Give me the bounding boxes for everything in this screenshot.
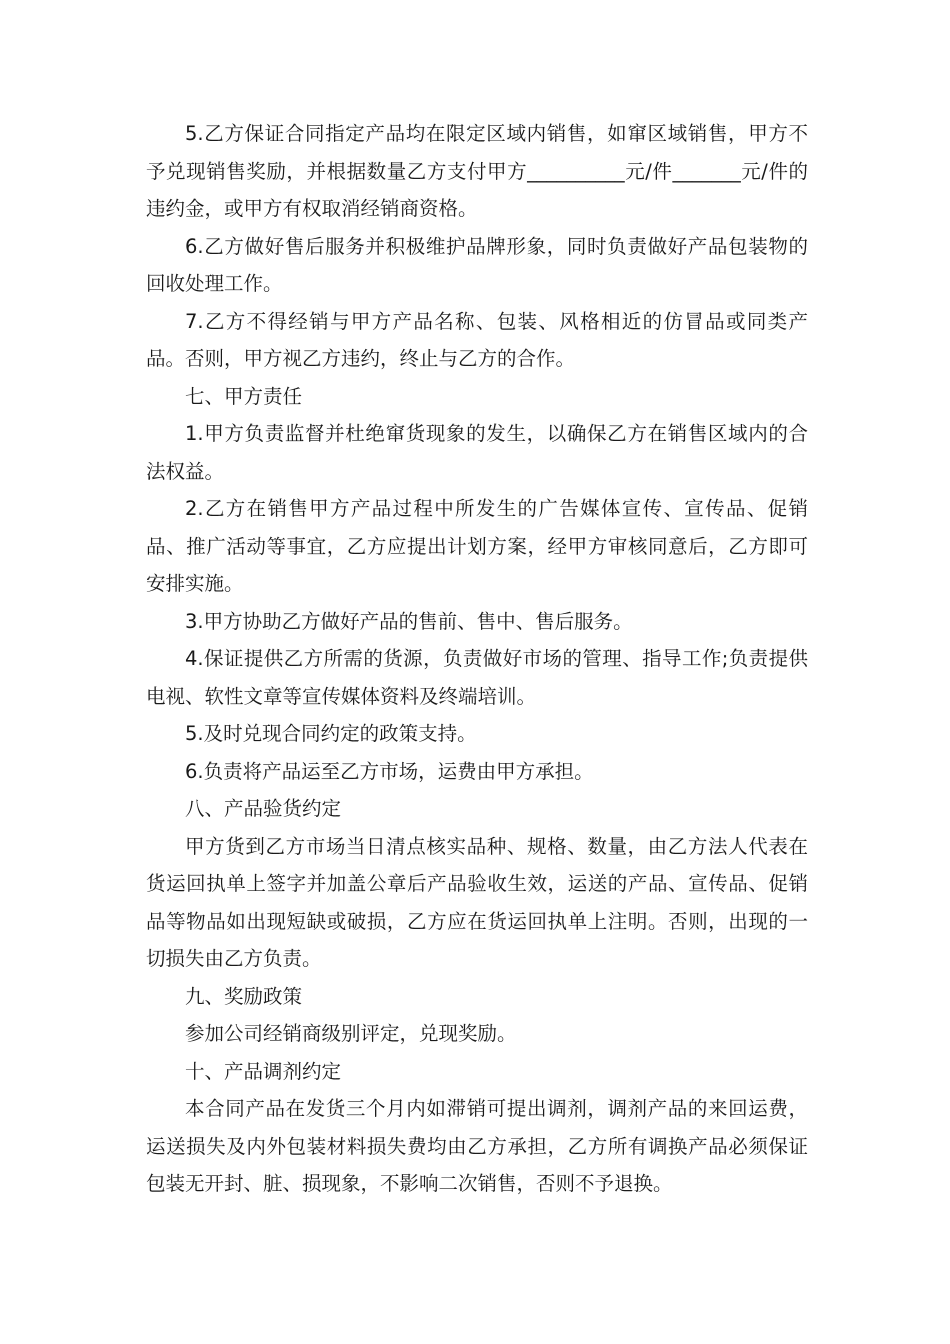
section-9-heading: 九、奖励政策 — [185, 984, 303, 1008]
clause-7-2: 2.乙方在销售甲方产品过程中所发生的广告媒体宣传、宣传品、促销品、推广活动等事宜，乙方应提出计划方案，经甲方审核同意后，乙方即可安排实施。 — [146, 497, 808, 595]
clause-7-6: 6.负责将产品运至乙方市场，运费由甲方承担。 — [185, 759, 594, 783]
clause-7-4: 4.保证提供乙方所需的货源，负责做好市场的管理、指导工作;负责提供电视、软性文章等宣传媒体资料及终端培训。 — [146, 647, 808, 708]
section-10-heading: 十、产品调剂约定 — [185, 1059, 342, 1083]
clause-8-body: 甲方货到乙方市场当日清点核实品种、规格、数量，由乙方法人代表在货运回执单上签字并加盖公章后产品验收生效，运送的产品、宣传品、促销品等物品如出现短缺或破损，乙方应在货运回执单上注明。否则，出现的一切损失由乙方负责。 — [146, 834, 808, 970]
clause-6-5: 5.乙方保证合同指定产品均在限定区域内销售，如窜区域销售，甲方不予兑现销售奖励，并根据数量乙方支付甲方__________元/件_______元/件的违约金，或甲方有权取消经销商资格。 — [146, 122, 808, 220]
clause-7-3: 3.甲方协助乙方做好产品的售前、售中、售后服务。 — [185, 609, 633, 633]
section-8-heading: 八、产品验货约定 — [185, 797, 342, 820]
clause-6-6: 6.乙方做好售后服务并积极维护品牌形象，同时负责做好产品包装物的回收处理工作。 — [146, 234, 808, 295]
section-7-heading: 七、甲方责任 — [185, 384, 303, 408]
clause-9-body: 参加公司经销商级别评定，兑现奖励。 — [185, 1022, 517, 1045]
document-body — [146, 115, 808, 1203]
clause-10-body: 本合同产品在发货三个月内如滞销可提出调剂，调剂产品的来回运费，运送损失及内外包装材料损失费均由乙方承担，乙方所有调换产品必须保证包装无开封、脏、损现象，不影响二次销售，否则不予退换。 — [146, 1097, 808, 1195]
clause-6-7: 7.乙方不得经销与甲方产品名称、包装、风格相近的仿冒品或同类产品。否则，甲方视乙方违约，终止与乙方的合作。 — [146, 309, 808, 370]
clause-7-5: 5.及时兑现合同约定的政策支持。 — [185, 722, 477, 745]
clause-7-1: 1.甲方负责监督并杜绝窜货现象的发生，以确保乙方在销售区域内的合法权益。 — [146, 422, 808, 483]
